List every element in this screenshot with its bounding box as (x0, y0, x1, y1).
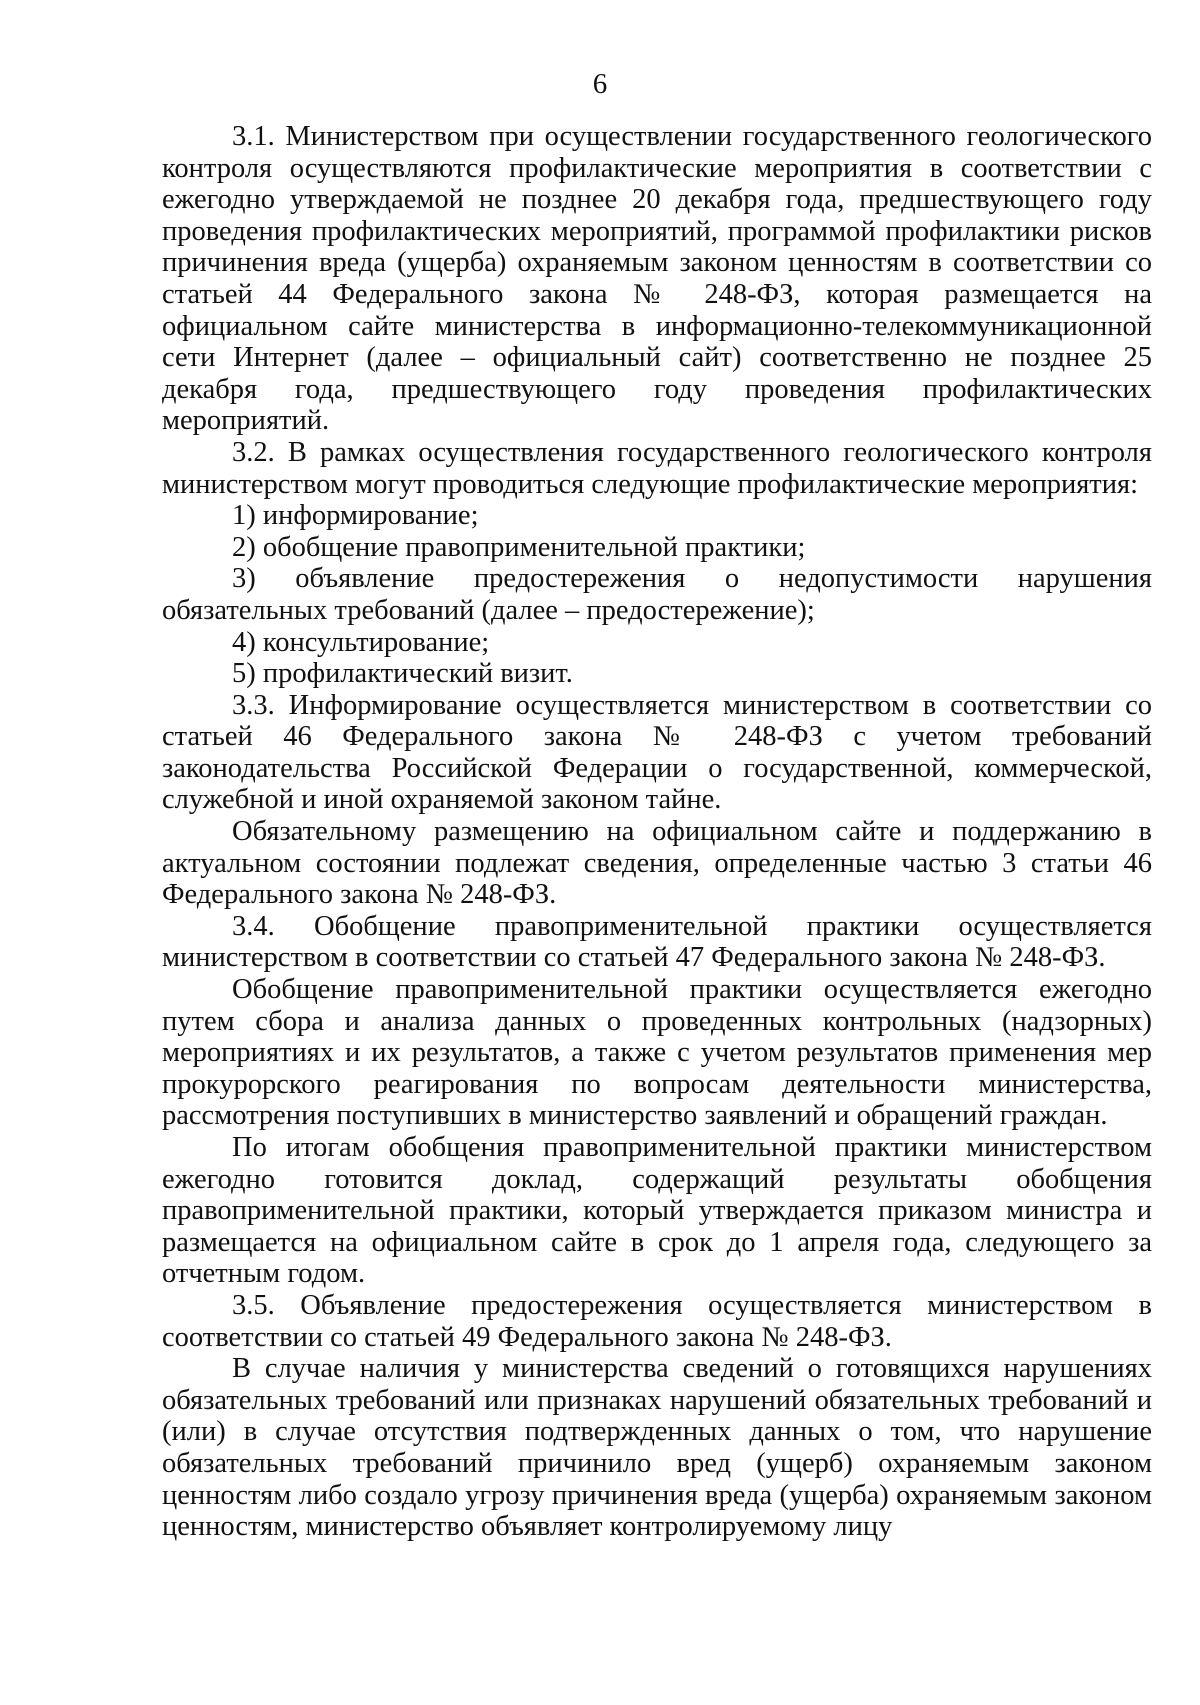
paragraph-3-3: 3.3. Информирование осуществляется министерством в соответствии со статьей 46 Федерального закона № 248-ФЗ с учетом требований законодательства Российской Федерации о государственной, коммерческой, служебной и иной охраняемой законом тайне. (162, 689, 1152, 816)
document-body (162, 121, 1152, 1543)
list-item-informing: 1) информирование; (232, 500, 479, 532)
list-item-consulting: 4) консультирование; (232, 626, 490, 658)
list-item-preventive-visit: 5) профилактический визит. (232, 658, 573, 690)
paragraph-mandatory-publication: Обязательному размещению на официальном сайте и поддержанию в актуальном состоянии подлежат сведения, определенные частью 3 статьи 46 Федерального закона № 248-ФЗ. (162, 816, 1152, 911)
list-item-warning: 3) объявление предостережения о недопустимости нарушения обязательных требований (далее – предостережение); (162, 563, 1152, 626)
paragraph-warning-conditions: В случае наличия у министерства сведений о готовящихся нарушениях обязательных требований или признаках нарушений обязательных требований и (или) в случае отсутствия подтвержденных данных о том, что нарушение обязательных требований причинило вред (ущерб) охраняемым законом ценностям либо создало угрозу причинения вреда (ущерба) охраняемым законом ценностям, министерство объявляет контролируемому лицу (162, 1353, 1152, 1543)
paragraph-3-2: 3.2. В рамках осуществления государственного геологического контроля министерством могут проводиться следующие профилактические мероприятия: (162, 436, 1152, 500)
list-item-generalization: 2) обобщение правоприменительной практики; (232, 531, 806, 563)
paragraph-3-1: 3.1. Министерством при осуществлении государственного геологического контроля осуществляются профилактические мероприятия в соответствии с ежегодно утверждаемой не позднее 20 декабря года, предшествующего году проведения профилактических мероприятий, программой профилактики рисков причинения вреда (ущерба) охраняемым законом ценностям в соответствии со статьей 44 Федерального закона № 248-ФЗ, которая размещается на официальном сайте министерства в информационно-телекоммуникационной сети Интернет (далее – официальный сайт) соответственно не позднее 25 декабря года, предшествующего году проведения профилактических мероприятий. (162, 121, 1152, 437)
paragraph-generalization-process: Обобщение правоприменительной практики осуществляется ежегодно путем сбора и анализа данных о проведенных контрольных (надзорных) мероприятиях и их результатов, а также с учетом результатов применения мер прокурорского реагирования по вопросам деятельности министерства, рассмотрения поступивших в министерство заявлений и обращений граждан. (162, 974, 1152, 1132)
paragraph-3-4: 3.4. Обобщение правоприменительной практики осуществляется министерством в соответствии со статьей 47 Федерального закона № 248-ФЗ. (162, 910, 1152, 974)
paragraph-annual-report: По итогам обобщения правоприменительной практики министерством ежегодно готовится доклад, содержащий результаты обобщения правоприменительной практики, который утверждается приказом министра и размещается на официальном сайте в срок до 1 апреля года, следующего за отчетным годом. (162, 1132, 1152, 1290)
paragraph-3-5: 3.5. Объявление предостережения осуществляется министерством в соответствии со статьей 49 Федерального закона № 248-ФЗ. (162, 1289, 1152, 1353)
page-number: 6 (592, 68, 608, 100)
